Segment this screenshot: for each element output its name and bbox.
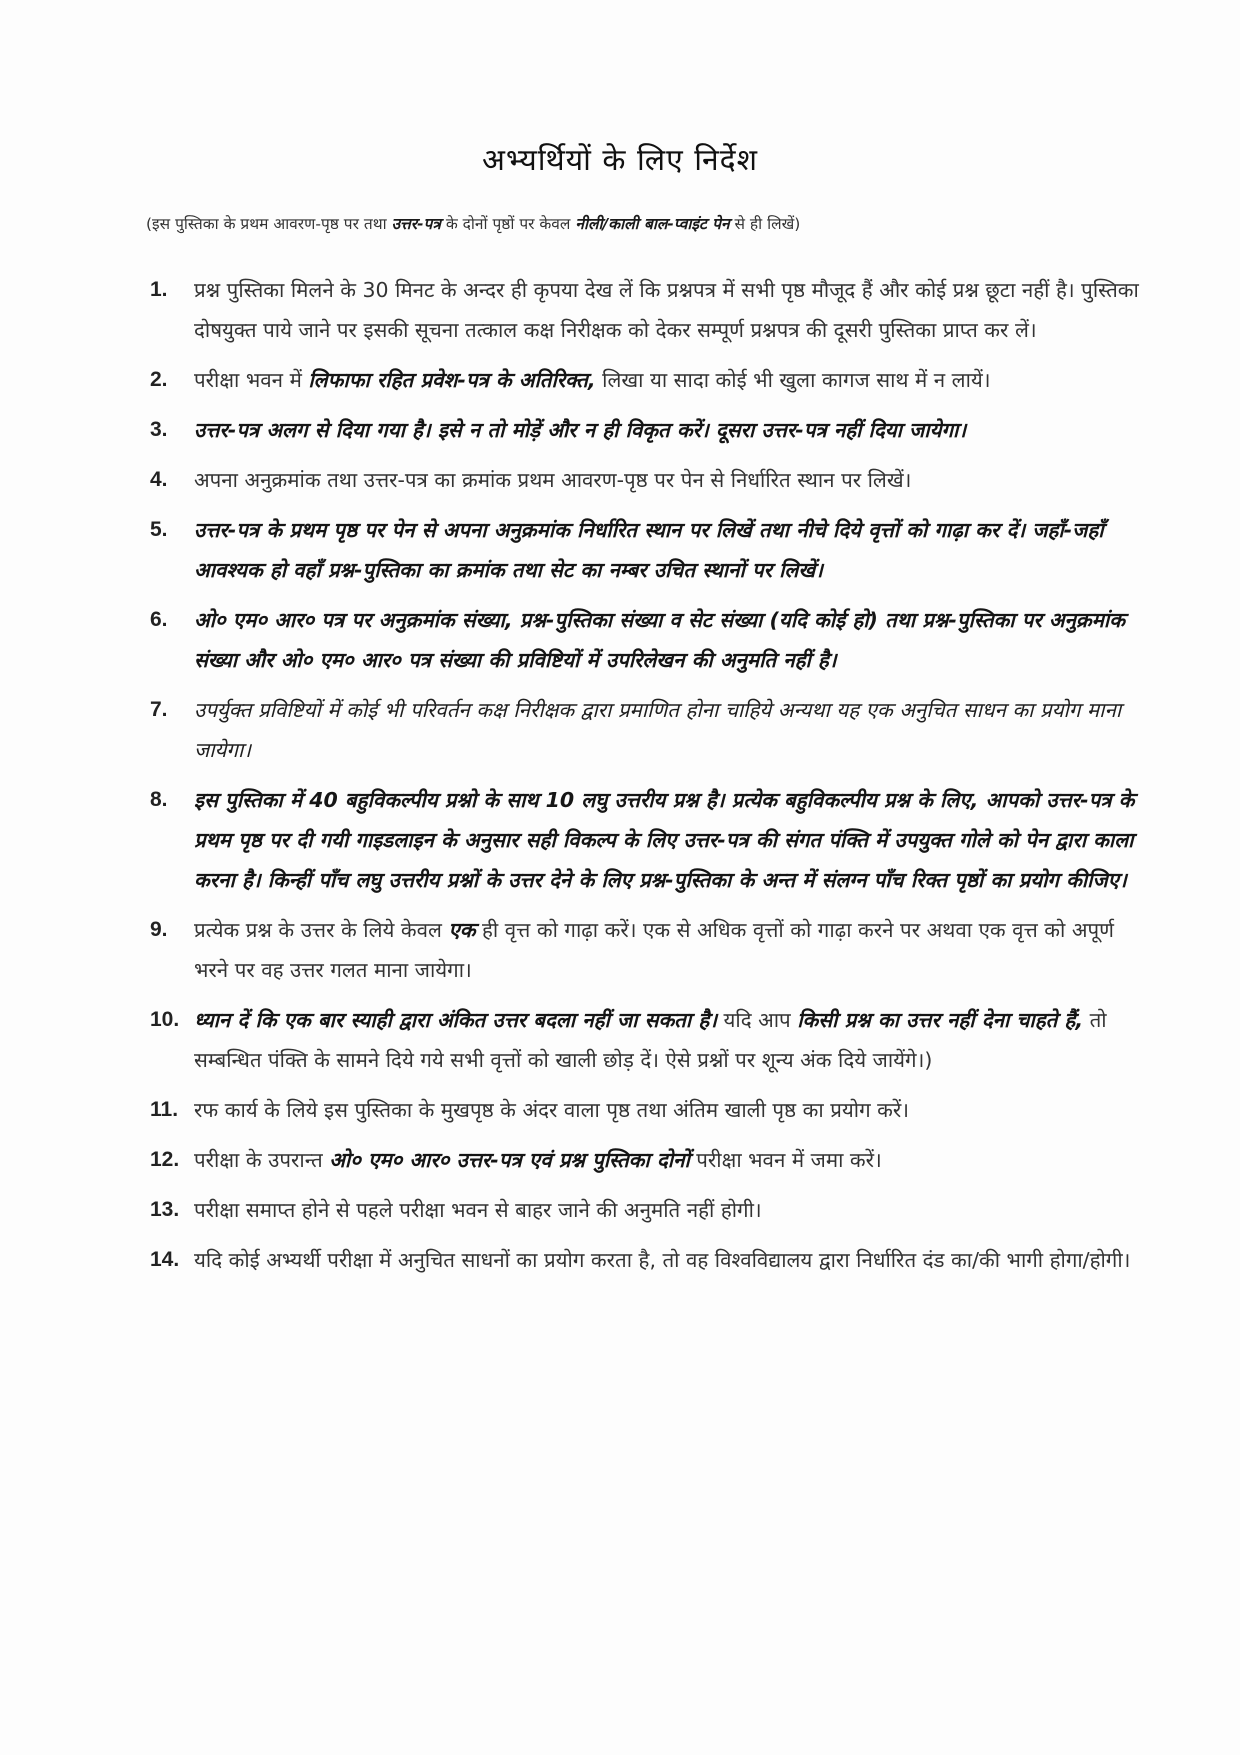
instruction-segment: रफ कार्य के लिये इस पुस्तिका के मुखपृष्ठ के अंदर वाला पृष्ठ तथा अंतिम खाली पृष्ठ का प्रयोग करें।: [194, 1098, 910, 1122]
instruction-number: 3.: [150, 418, 168, 441]
instruction-text: [194, 468, 911, 492]
instruction-segment: प्रश्न पुस्तिका मिलने के 30 मिनट के अन्दर ही कृपया देख लें कि प्रश्नपत्र में सभी पृष्ठ मौजूद हैं और कोई प्रश्न छूटा नहीं है। पुस्तिका दोषयुक्त पाये जाने पर इसकी सूचना तत्काल कक्ष निरीक्षक को देकर सम्पूर्ण प्रश्नपत्र की दूसरी पुस्तिका प्राप्त कर लें।: [194, 278, 1139, 342]
instruction-number: 4.: [150, 468, 168, 491]
subtitle-emphasis-2: नीली/काली बाल-प्वाइंट पेन: [575, 215, 730, 233]
instruction-text: [194, 418, 966, 442]
instruction-segment: यदि कोई अभ्यर्थी परीक्षा में अनुचित साधनों का प्रयोग करता है, तो वह विश्वविद्यालय द्वारा निर्धारित दंड का/की भागी होगा/होगी।: [194, 1248, 1131, 1272]
instruction-segment: एक: [448, 918, 476, 942]
instruction-segment: उत्तर-पत्र के प्रथम पृष्ठ पर पेन से अपना अनुक्रमांक निर्धारित स्थान पर लिखें तथा नीचे दिये वृत्तों को गाढ़ा कर दें। जहाँ-जहाँ आवश्यक हो वहाँ प्रश्न-पुस्तिका का क्रमांक तथा सेट का नम्बर उचित स्थानों पर लिखें।: [194, 518, 1104, 582]
instruction-item: [150, 1000, 1150, 1080]
instruction-text: [194, 1098, 909, 1122]
instruction-text: [194, 788, 1134, 892]
instruction-number: 14.: [150, 1248, 180, 1271]
instruction-item: [150, 270, 1150, 350]
instruction-segment: परीक्षा के उपरान्त: [194, 1148, 330, 1172]
instruction-text: [194, 368, 991, 392]
instruction-segment: उत्तर-पत्र अलग से दिया गया है। इसे न तो मोड़ें और न ही विकृत करें। दूसरा उत्तर-पत्र नहीं दिया जायेगा।: [194, 418, 967, 442]
instruction-text: [194, 698, 1121, 762]
instruction-item: [150, 600, 1150, 680]
instruction-item: [150, 1140, 1150, 1180]
instruction-segment: तो सम्बन्धित पंक्ति के सामने दिये गये सभी वृत्तों को खाली छोड़ दें। ऐसे प्रश्नों पर शून्य अंक दिये जायेंगे।): [194, 1008, 1107, 1072]
instruction-text: [194, 1008, 1107, 1072]
instruction-segment: उपर्युक्त प्रविष्टियों में कोई भी परिवर्तन कक्ष निरीक्षक द्वारा प्रमाणित होना चाहिये अन्यथा यह एक अनुचित साधन का प्रयोग माना जायेगा।: [194, 698, 1122, 762]
instruction-text: [194, 1248, 1130, 1272]
instruction-segment: परीक्षा भवन में: [194, 368, 309, 392]
instruction-item: [150, 780, 1150, 900]
instruction-list: [150, 270, 1150, 1290]
instruction-text: [194, 1198, 762, 1222]
instruction-text: [194, 608, 1125, 672]
instruction-number: 6.: [150, 608, 168, 631]
instruction-segment: लिखा या सादा कोई भी खुला कागज साथ में न लायें।: [595, 368, 991, 392]
subtitle-note: [146, 212, 1146, 234]
instruction-number: 1.: [150, 278, 168, 301]
instruction-segment: ध्यान दें कि एक बार स्याही द्वारा अंकित उत्तर बदला नहीं जा सकता है।: [194, 1008, 717, 1032]
page-title: अभ्यर्थियों के लिए निर्देश: [481, 143, 758, 178]
instruction-number: 10.: [150, 1008, 180, 1031]
instruction-segment: ओ० एम० आर० पत्र पर अनुक्रमांक संख्या, प्रश्न-पुस्तिका संख्या व सेट संख्या (यदि कोई हो) तथा प्रश्न-पुस्तिका पर अनुक्रमांक संख्या और ओ० एम० आर० पत्र संख्या की प्रविष्टियों में उपरिलेखन की अनुमति नहीं है।: [194, 608, 1125, 672]
instruction-number: 8.: [150, 788, 168, 811]
instruction-item: [150, 690, 1150, 770]
instruction-item: [150, 360, 1150, 400]
instruction-text: [194, 1148, 882, 1172]
subtitle-part-1: (इस पुस्तिका के प्रथम आवरण-पृष्ठ पर तथा: [146, 215, 392, 233]
instruction-item: [150, 1190, 1150, 1230]
subtitle-part-2: के दोनों पृष्ठों पर केवल: [440, 215, 576, 233]
instruction-text: [194, 278, 1139, 342]
instruction-segment: परीक्षा समाप्त होने से पहले परीक्षा भवन से बाहर जाने की अनुमति नहीं होगी।: [194, 1198, 762, 1222]
instruction-number: 2.: [150, 368, 168, 391]
instruction-item: [150, 1090, 1150, 1130]
instruction-number: 9.: [150, 918, 168, 941]
instruction-segment: ओ० एम० आर० उत्तर-पत्र एवं प्रश्न पुस्तिका दोनों: [329, 1148, 690, 1172]
subtitle-emphasis-1: उत्तर-पत्र: [391, 215, 441, 233]
instruction-text: [194, 918, 1114, 982]
instruction-number: 13.: [150, 1198, 180, 1221]
instruction-item: [150, 410, 1150, 450]
instruction-text: [194, 518, 1104, 582]
instruction-segment: अपना अनुक्रमांक तथा उत्तर-पत्र का क्रमांक प्रथम आवरण-पृष्ठ पर पेन से निर्धारित स्थान पर लिखें।: [194, 468, 912, 492]
instruction-item: [150, 1240, 1150, 1280]
subtitle-part-3: से ही लिखें): [729, 215, 801, 233]
instruction-segment: परीक्षा भवन में जमा करें।: [689, 1148, 882, 1172]
instruction-number: 5.: [150, 518, 168, 541]
instruction-number: 7.: [150, 698, 168, 721]
instruction-item: [150, 910, 1150, 990]
instruction-item: [150, 510, 1150, 590]
instruction-segment: लिफाफा रहित प्रवेश-पत्र के अतिरिक्त,: [308, 368, 596, 392]
instruction-segment: इस पुस्तिका में 40 बहुविकल्पीय प्रश्नो के साथ 10 लघु उत्तरीय प्रश्न है। प्रत्येक बहुविकल्पीय प्रश्न के लिए, आपको उत्तर-पत्र के प्रथम पृष्ठ पर दी गयी गाइडलाइन के अनुसार सही विकल्प के लिए उत्तर-पत्र की संगत पंक्ति में उपयुक्त गोले को पेन द्वारा काला करना है। किन्हीं पाँच लघु उत्तरीय प्रश्नों के उत्तर देने के लिए प्रश्न-पुस्तिका के अन्त में संलग्न पाँच रिक्त पृष्ठों का प्रयोग कीजिए।: [194, 788, 1135, 892]
instruction-number: 12.: [150, 1148, 180, 1171]
instruction-number: 11.: [150, 1098, 179, 1121]
instruction-segment: किसी प्रश्न का उत्तर नहीं देना चाहते हैं,: [797, 1008, 1084, 1032]
instruction-segment: यदि आप: [716, 1008, 798, 1032]
instruction-segment: ही वृत्त को गाढ़ा करें। एक से अधिक वृत्तों को गाढ़ा करने पर अथवा एक वृत्त को अपूर्ण भरने पर वह उत्तर गलत माना जायेगा।: [194, 918, 1114, 982]
instruction-item: [150, 460, 1150, 500]
instruction-segment: प्रत्येक प्रश्न के उत्तर के लिये केवल: [194, 918, 449, 942]
